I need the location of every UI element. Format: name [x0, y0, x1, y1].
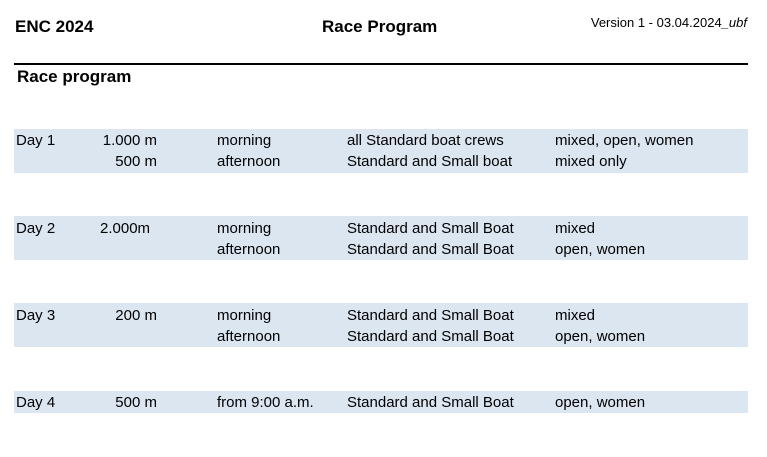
time-cell: morning: [217, 307, 272, 324]
time-cell: morning: [217, 220, 272, 237]
category-cell: open, women: [555, 328, 646, 345]
header-center-title: Race Program: [322, 17, 438, 36]
distance-cell: 500 m: [115, 153, 157, 170]
category-cell: mixed only: [555, 153, 627, 170]
boat-cell: Standard and Small Boat: [347, 241, 514, 258]
time-cell: afternoon: [217, 241, 281, 258]
version-label: [591, 15, 747, 30]
header-divider: [14, 63, 748, 65]
section-title: Race program: [17, 67, 132, 86]
distance-cell: 500 m: [115, 394, 157, 411]
version-text: Version 1 - 03.04.2024: [590, 15, 722, 30]
day-label: Day 2: [16, 220, 56, 237]
category-cell: mixed: [555, 307, 596, 324]
distance-cell: 1.000 m: [102, 132, 157, 149]
time-cell: afternoon: [217, 153, 281, 170]
category-cell: open, women: [555, 394, 646, 411]
boat-cell: Standard and Small Boat: [347, 307, 514, 324]
time-cell: afternoon: [217, 328, 281, 345]
boat-cell: Standard and Small boat: [347, 153, 513, 170]
distance-cell: 2.000m: [100, 220, 151, 237]
header-left-title: ENC 2024: [15, 17, 94, 36]
day-block-4: [14, 391, 748, 413]
day-block-3: [14, 303, 748, 347]
time-cell: from 9:00 a.m.: [217, 394, 314, 411]
boat-cell: Standard and Small Boat: [347, 328, 514, 345]
day-block-1: [14, 129, 748, 173]
boat-cell: Standard and Small Boat: [347, 220, 514, 237]
distance-cell: 200 m: [115, 307, 157, 324]
version-suffix: _ubf: [721, 15, 747, 30]
time-cell: morning: [217, 132, 272, 149]
day-label: Day 4: [16, 394, 56, 411]
boat-cell: all Standard boat crews: [347, 132, 504, 149]
day-label: Day 3: [16, 307, 56, 324]
category-cell: mixed, open, women: [555, 132, 694, 149]
category-cell: open, women: [555, 241, 646, 258]
day-label: Day 1: [16, 132, 56, 149]
boat-cell: Standard and Small Boat: [347, 394, 514, 411]
day-block-2: [14, 216, 748, 260]
category-cell: mixed: [555, 220, 596, 237]
